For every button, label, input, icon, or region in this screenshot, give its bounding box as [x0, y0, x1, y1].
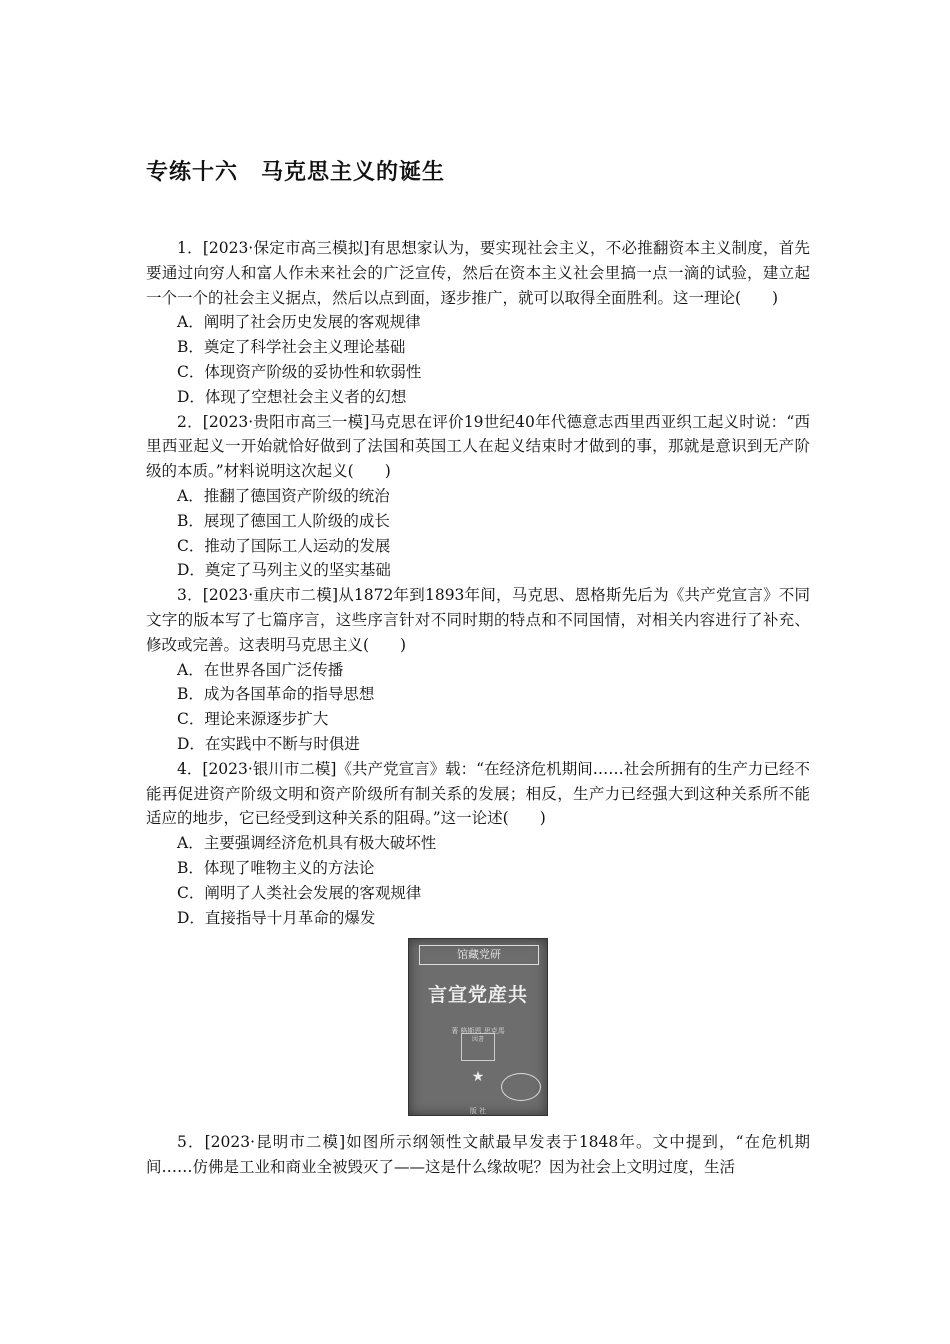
question-stem: 1．[2023·保定市高三模拟]有思想家认为，要实现社会主义，不必推翻资本主义制度，首先要通过向穷人和富人作未来社会的广泛宣传，然后在资本主义社会里搞一点一滴的试验，建立起一个一个的社会主义据点，然后以点到面，逐步推广，就可以取得全面胜利。这一理论( ): [146, 239, 810, 307]
page-title: 专练十六 马克思主义的诞生: [146, 160, 446, 185]
manifesto-cover-image: [408, 938, 548, 1116]
option: C．体现资产阶级的妥协性和软弱性: [177, 362, 422, 381]
question-stem: 5．[2023·昆明市二模]如图所示纲领性文献最早发表于1848年。文中提到，“在危机期间……仿佛是工业和商业全被毁灭了——这是什么缘故呢？因为社会上文明过度，生活: [146, 1133, 810, 1177]
cover-title: 言宣党産共: [427, 984, 528, 1007]
option: D．在实践中不断与时俱进: [177, 734, 360, 753]
cover-top-label: 馆藏党研: [419, 945, 539, 965]
question-stem: 4．[2023·银川市二模]《共产党宣言》载：“在经济危机期间……社会所拥有的生产力已经不能再促进资产阶级文明和资产阶级所有制关系的发展；相反，生产力已经强大到这种关系所不能适应的地步，它已经受到这种关系的阻碍。”这一论述( ): [146, 759, 810, 828]
option: D．奠定了马列主义的坚实基础: [177, 561, 391, 580]
option: B．奠定了科学社会主义理论基础: [177, 338, 406, 357]
question-list: [146, 236, 810, 1180]
question-stem: 3．[2023·重庆市二模]从1872年到1893年间，马克思、恩格斯先后为《共产党宣言》不同文字的版本写了七篇序言，这些序言针对不同时期的特点和不同国情，对相关内容进行了补充、修改或完善。这表明马克思主义( ): [146, 586, 810, 654]
option: B．成为各国革命的指导思想: [177, 685, 375, 704]
option: A．阐明了社会历史发展的客观规律: [177, 313, 421, 332]
option: C．理论来源逐步扩大: [177, 710, 329, 729]
option: D．体现了空想社会主义者的幻想: [177, 387, 407, 406]
cover-publisher: 版 社: [469, 1107, 487, 1116]
option: B．展现了德国工人阶级的成长: [177, 511, 390, 530]
option: A．在世界各国广泛传播: [177, 660, 344, 679]
star-icon: ★: [471, 1069, 485, 1086]
cover-author: 著 格斯恩 思克馬: [451, 1027, 505, 1036]
option: A．主要强调经济危机具有极大破坏性: [177, 834, 437, 853]
option: D．直接指导十月革命的爆发: [177, 908, 376, 927]
option: C．阐明了人类社会发展的客观规律: [177, 883, 422, 902]
cover-seal: 図書: [461, 1033, 495, 1061]
option: A．推翻了德国资产阶级的统治: [177, 486, 390, 505]
option: C．推动了国际工人运动的发展: [177, 536, 391, 555]
question-stem: 2．[2023·贵阳市高三一模]马克思在评价19世纪40年代德意志西里西亚织工起义时说：“西里西亚起义一开始就恰好做到了法国和英国工人在起义结束时才做到的事，那就是意识到无产阶级的本质。”材料说明这次起义( ): [146, 412, 810, 481]
option: B．体现了唯物主义的方法论: [177, 858, 375, 877]
library-stamp: [501, 1073, 541, 1101]
